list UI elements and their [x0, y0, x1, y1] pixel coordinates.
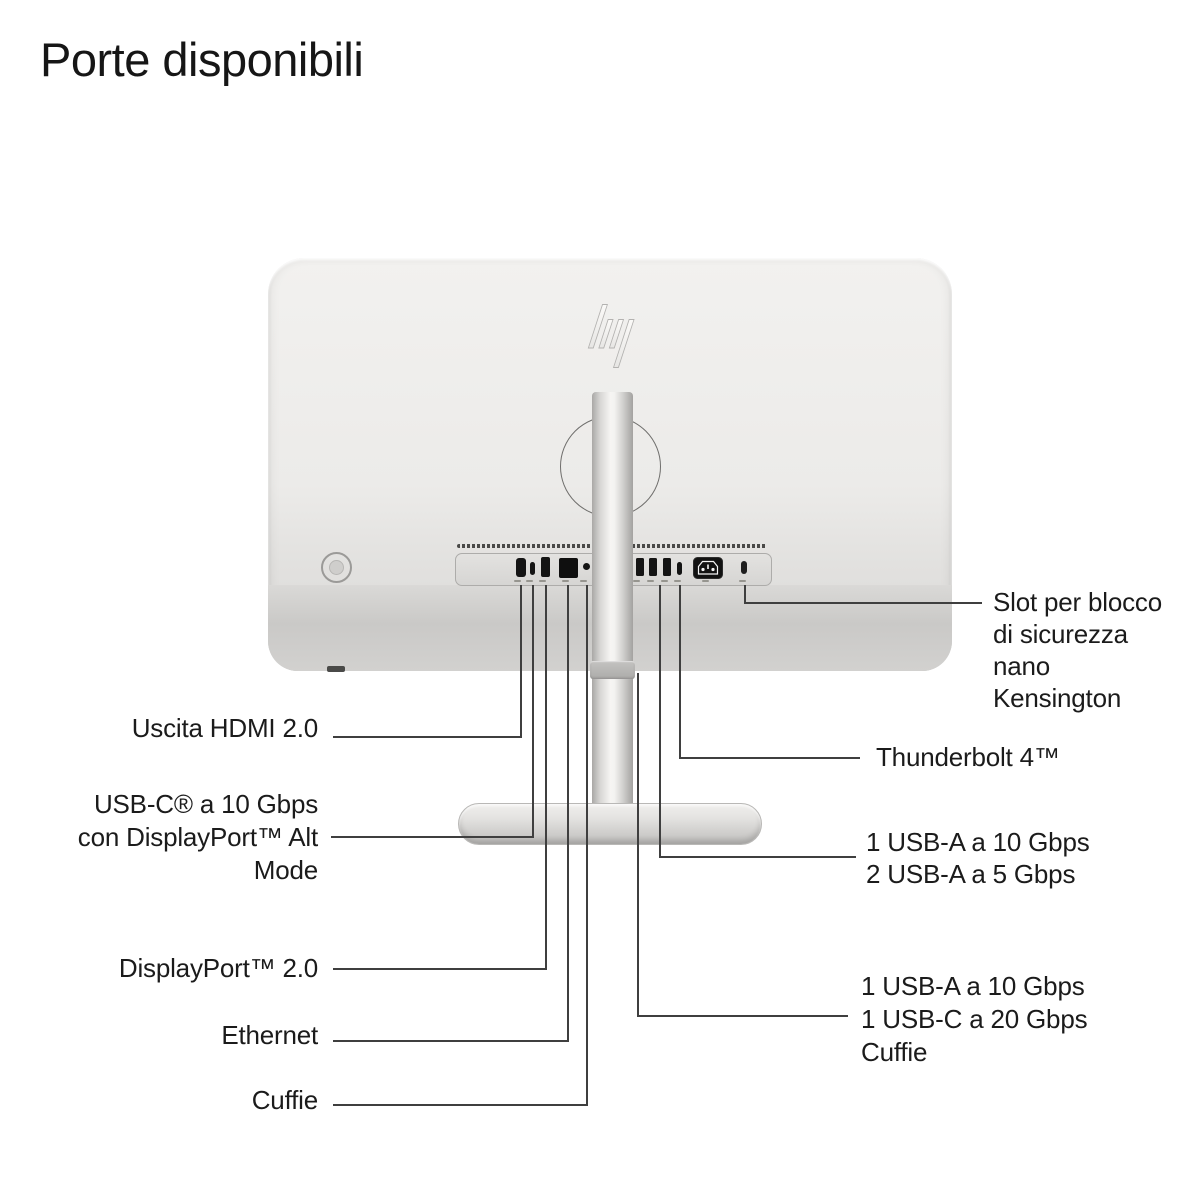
- callout-line-headphones-v: [586, 585, 588, 1106]
- power-button-cap: [329, 560, 344, 575]
- usb-a-icon: [661, 580, 668, 582]
- label-line: 1 USB-A a 10 Gbps: [861, 971, 1085, 1001]
- callout-line-bottom-ports-h: [637, 1015, 848, 1017]
- usb-a-icon: [647, 580, 654, 582]
- label-ethernet: Ethernet: [221, 1020, 318, 1050]
- callout-line-usbc-v: [532, 585, 534, 838]
- port-usb-a-3: [663, 558, 671, 576]
- callout-line-ethernet-h: [333, 1040, 569, 1042]
- hdmi-icon: [514, 580, 521, 582]
- callout-line-bottom-ports-v: [637, 673, 639, 1017]
- label-line: Cuffie: [861, 1037, 928, 1067]
- label-line: di sicurezza: [993, 619, 1128, 649]
- port-hdmi: [516, 558, 526, 577]
- bottom-bumper: [327, 666, 345, 672]
- callout-line-usba-group-h: [659, 856, 856, 858]
- ethernet-icon: [562, 580, 569, 582]
- port-usb-c-downstream: [677, 562, 682, 575]
- port-audio-jack: [583, 563, 590, 570]
- label-line: USB-C® a 10 Gbps: [93, 789, 318, 819]
- label-thunderbolt: Thunderbolt 4™: [876, 742, 1060, 772]
- label-usb-c-alt-mode: [78, 788, 318, 887]
- label-headphones: Cuffie: [251, 1085, 318, 1115]
- label-line: Slot per blocco: [993, 587, 1162, 617]
- callout-line-hdmi-h: [333, 736, 522, 738]
- port-usb-a-2: [649, 558, 657, 576]
- callout-line-headphones-h: [333, 1104, 588, 1106]
- label-line: 1 USB-C a 20 Gbps: [861, 1004, 1088, 1034]
- page-title: Porte disponibili: [40, 33, 364, 86]
- label-line: Kensington: [993, 683, 1122, 713]
- lock-icon: [739, 580, 746, 582]
- callout-line-usbc-h: [331, 836, 534, 838]
- audio-jack-icon: [580, 580, 587, 582]
- displayport-icon: [539, 580, 546, 582]
- callout-line-displayport-v: [545, 585, 547, 970]
- port-usb-c-upstream: [530, 562, 535, 575]
- port-power-inlet: [693, 557, 723, 579]
- label-line: con DisplayPort™ Alt: [77, 822, 318, 852]
- hp-logo-icon: [580, 294, 640, 378]
- callout-line-ethernet-v: [567, 585, 569, 1042]
- label-displayport: DisplayPort™ 2.0: [118, 953, 318, 983]
- label-line: Mode: [253, 855, 318, 885]
- callout-line-hdmi-v: [520, 585, 522, 738]
- label-hdmi: Uscita HDMI 2.0: [131, 713, 318, 743]
- callout-line-kensington-h: [744, 602, 982, 604]
- label-usba-group: [866, 826, 1090, 890]
- callout-line-displayport-h: [333, 968, 547, 970]
- usb-a-icon: [633, 580, 640, 582]
- power-icon: [702, 580, 709, 582]
- port-displayport: [541, 557, 550, 577]
- label-line: 1 USB-A a 10 Gbps: [866, 827, 1090, 857]
- usb-c-icon: [674, 580, 681, 582]
- port-usb-a-1: [636, 558, 644, 576]
- label-kensington: [993, 586, 1162, 714]
- port-ethernet: [559, 558, 578, 578]
- usb-c-icon: [526, 580, 533, 582]
- callout-line-thunderbolt-v: [679, 585, 681, 759]
- cable-clip: [590, 661, 635, 679]
- callout-line-thunderbolt-h: [679, 757, 860, 759]
- kensington-slot: [741, 561, 747, 574]
- label-line: 2 USB-A a 5 Gbps: [866, 859, 1076, 889]
- stand-base: [458, 803, 762, 845]
- stand-column: [592, 392, 633, 812]
- label-line: nano: [993, 651, 1051, 681]
- label-bottom-ports: [861, 970, 1087, 1069]
- callout-line-usba-group-v: [659, 585, 661, 858]
